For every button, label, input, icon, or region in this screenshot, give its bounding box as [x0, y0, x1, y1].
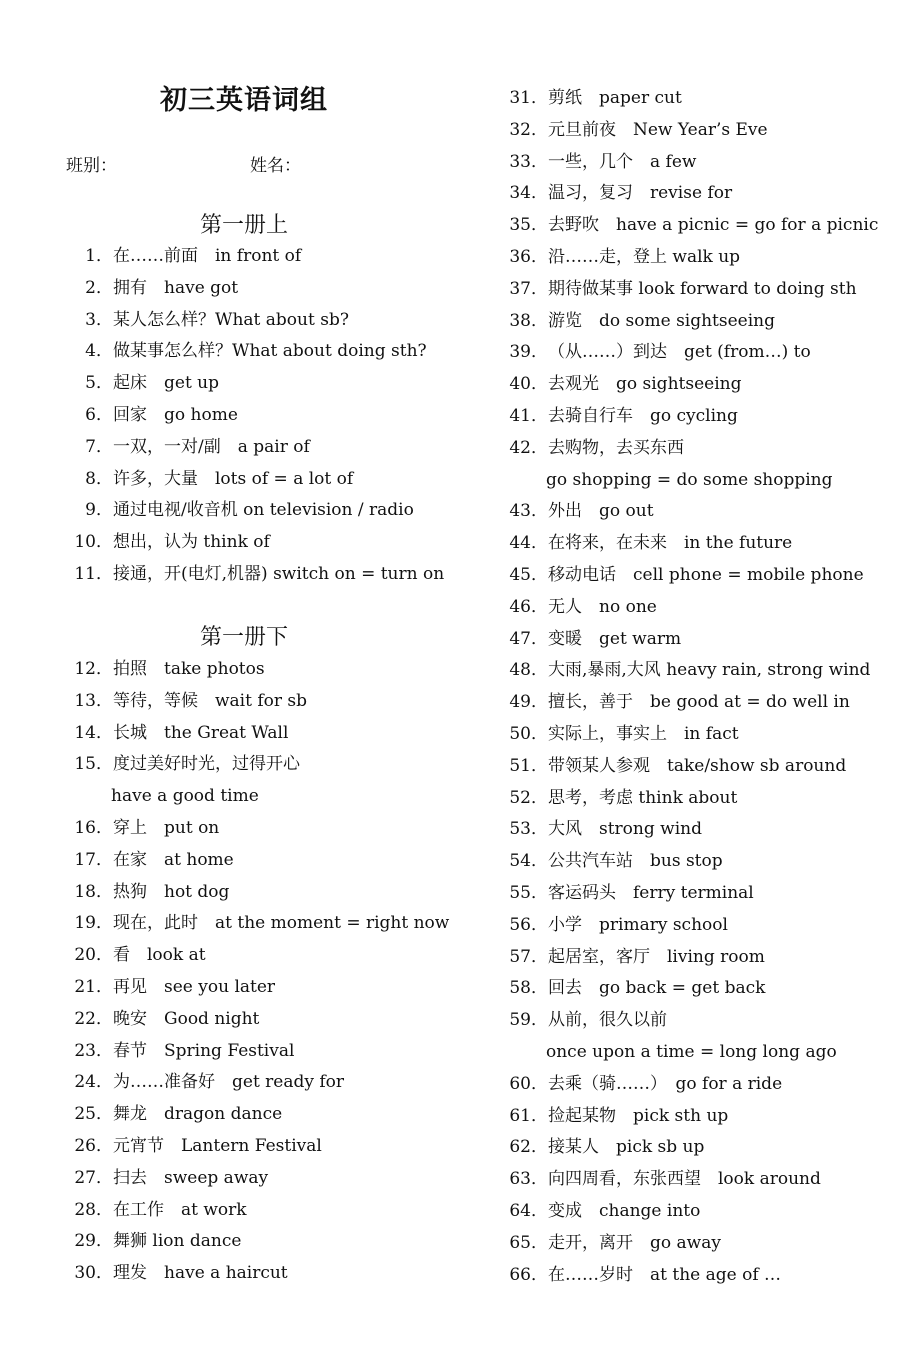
item-number: 33． [509, 151, 548, 172]
phrase-item [70, 495, 414, 527]
item-number: 13． [74, 690, 113, 711]
item-text: 长城 the Great Wall [113, 722, 289, 743]
item-number: 25． [74, 1104, 113, 1125]
phrase-item [505, 624, 681, 656]
item-number: 37． [509, 278, 548, 299]
item-number: 48． [509, 660, 548, 681]
phrase-item [505, 719, 739, 751]
phrase-item [70, 1258, 288, 1290]
item-number: 26． [74, 1136, 113, 1156]
item-number: 8． [85, 468, 113, 489]
item-text: 回家 go home [113, 405, 238, 425]
item-number: 35． [509, 215, 548, 236]
item-text: 沿……走，登上 walk up [548, 247, 741, 267]
item-text: 穿上 put on [113, 818, 220, 838]
item-number: 6． [85, 405, 113, 425]
phrase-item [70, 241, 301, 273]
item-text: 在家 at home [113, 849, 234, 870]
phrase-item [505, 751, 846, 783]
phrase-item [70, 908, 449, 940]
phrase-item [70, 1226, 241, 1258]
item-text: 向四周看，东张西望 look around [548, 1169, 821, 1190]
item-text: 去购物，去买东西 [548, 437, 684, 458]
phrase-item [70, 781, 259, 813]
phrase-item [505, 942, 765, 974]
item-number: 60． [509, 1073, 548, 1094]
item-text: 从前，很久以前 [548, 1010, 667, 1031]
phrase-item [505, 1228, 721, 1260]
item-text: 回去 go back = get back [548, 978, 766, 999]
item-number: 53． [509, 819, 548, 840]
phrase-item [505, 1101, 728, 1133]
phrase-item [505, 83, 682, 115]
item-text: 拍照 take photos [113, 659, 265, 679]
item-text: 移动电话 cell phone = mobile phone [548, 565, 864, 585]
item-number: 36． [509, 247, 548, 267]
item-number: 22． [74, 1008, 113, 1029]
item-number: 40． [509, 374, 548, 395]
item-text: 元旦前夜 New Year’s Eve [548, 119, 768, 140]
item-text: 去骑自行车 go cycling [548, 406, 738, 426]
item-text: 热狗 hot dog [113, 881, 230, 902]
page-title: 初三英语词组 [160, 85, 328, 116]
item-text: 无人 no one [548, 596, 657, 617]
phrase-item [505, 1164, 821, 1196]
item-number: 12． [74, 659, 113, 679]
item-text: 通过电视/收音机 on television / radio [113, 500, 414, 521]
item-text: 游览 do some sightseeing [548, 310, 776, 331]
item-text: 走开，离开 go away [548, 1232, 721, 1253]
item-number: 64． [509, 1201, 548, 1221]
phrase-item [505, 814, 702, 846]
item-number: 56． [509, 914, 548, 935]
phrase-item [70, 654, 265, 686]
phrase-item [505, 1196, 700, 1228]
item-text: 思考，考虑 think about [548, 787, 738, 808]
item-text: 起床 get up [113, 373, 220, 394]
phrase-item [70, 273, 238, 305]
item-text: 再见 see you later [113, 977, 276, 997]
item-text: 去乘（骑……） go for a ride [548, 1073, 783, 1094]
item-number: 41． [509, 406, 548, 426]
phrase-item [70, 400, 238, 432]
item-text: 起居室，客厅 living room [548, 946, 765, 967]
phrase-item [70, 813, 219, 845]
phrase-item [70, 972, 275, 1004]
item-text: 拥有 have got [113, 277, 239, 298]
item-text: 接某人 pick sb up [548, 1137, 705, 1158]
item-text: 擅长，善于 be good at = do well in [548, 692, 850, 713]
item-text: 做某事怎么样？What about doing sth? [113, 341, 427, 362]
item-number: 39． [509, 342, 548, 363]
phrase-item [70, 1195, 247, 1227]
item-number: 5． [85, 373, 113, 394]
phrase-item [505, 369, 741, 401]
item-text: 度过美好时光，过得开心 [113, 754, 300, 775]
phrase-item [505, 783, 737, 815]
item-number: 63． [509, 1169, 548, 1190]
item-number: 54． [509, 851, 548, 872]
item-text: 春节 Spring Festival [113, 1040, 295, 1061]
item-text: 在……前面 in front of [113, 246, 302, 266]
item-number: 52． [509, 787, 548, 808]
phrase-item [505, 496, 654, 528]
item-text: once upon a time = long long ago [546, 1042, 837, 1062]
item-text: 扫去 sweep away [113, 1167, 269, 1188]
item-number: 50． [509, 724, 548, 744]
phrase-item [505, 560, 864, 592]
phrase-item [70, 845, 234, 877]
phrase-item [70, 1131, 322, 1163]
item-number: 65． [509, 1232, 548, 1253]
phrase-item [505, 1005, 667, 1037]
phrase-item [70, 1036, 294, 1068]
item-text: （从……）到达 get (from…) to [548, 342, 811, 363]
section-heading-book1b: 第一册下 [199, 625, 288, 650]
item-number: 55． [509, 883, 548, 903]
item-text: 在将来，在未来 in the future [548, 533, 793, 554]
item-text: 现在，此时 at the moment = right now [113, 913, 450, 934]
phrase-item [70, 1004, 259, 1036]
item-text: 元宵节 Lantern Festival [113, 1136, 322, 1156]
item-text: have a good time [111, 786, 259, 807]
phrase-item [70, 718, 288, 750]
item-number: 30． [74, 1263, 113, 1284]
item-text: 去野吹 have a picnic = go for a picnic [548, 215, 879, 236]
item-number: 62． [509, 1137, 548, 1158]
phrase-item [505, 210, 878, 242]
item-number: 19． [74, 913, 113, 934]
phrase-item [505, 1037, 837, 1069]
item-number: 49． [509, 692, 548, 713]
item-text: 小学 primary school [548, 914, 728, 935]
phrase-item [70, 559, 444, 591]
item-number: 47． [509, 628, 548, 649]
item-text: 去观光 go sightseeing [548, 374, 742, 395]
phrase-item [505, 1069, 782, 1101]
item-text: 许多，大量 lots of = a lot of [113, 468, 354, 489]
item-number: 57． [509, 946, 548, 967]
item-text: 大风 strong wind [548, 819, 702, 840]
phrase-item [70, 749, 300, 781]
section-heading-book1a: 第一册上 [199, 213, 288, 238]
item-text: 温习，复习 revise for [548, 183, 733, 204]
item-number: 45． [509, 565, 548, 585]
phrase-item [505, 592, 657, 624]
phrase-item [505, 433, 684, 465]
item-text: 晚安 Good night [113, 1008, 260, 1029]
item-text: 想出，认为 think of [113, 532, 270, 553]
phrase-item [70, 336, 427, 368]
item-text: 外出 go out [548, 501, 654, 522]
item-text: 实际上，事实上 in fact [548, 724, 739, 744]
item-number: 34． [509, 183, 548, 204]
item-number: 20． [74, 945, 113, 966]
item-text: 捡起某物 pick sth up [548, 1105, 729, 1126]
item-text: 为……准备好 get ready for [113, 1072, 345, 1093]
item-text: 舞狮 lion dance [113, 1231, 242, 1252]
phrase-item [70, 1067, 344, 1099]
phrase-item [70, 1099, 282, 1131]
phrase-item [505, 1260, 781, 1292]
item-text: 一双，一对/副 a pair of [113, 436, 310, 457]
item-text: 客运码头 ferry terminal [548, 883, 754, 903]
item-number: 51． [509, 755, 548, 776]
item-number: 11． [74, 564, 113, 584]
item-number: 15． [74, 754, 113, 775]
item-number: 58． [509, 978, 548, 999]
item-number: 23． [74, 1040, 113, 1061]
phrase-item [505, 655, 870, 687]
phrase-item [505, 242, 740, 274]
item-number: 9． [85, 500, 113, 521]
item-text: 期待做某事 look forward to doing sth [548, 278, 857, 299]
phrase-item [70, 877, 229, 909]
item-text: 带领某人参观 take/show sb around [548, 755, 847, 776]
phrase-item [70, 464, 353, 496]
phrase-item [505, 147, 696, 179]
phrase-item [505, 1132, 704, 1164]
phrase-item [505, 337, 811, 369]
item-number: 44． [509, 533, 548, 554]
item-number: 29． [74, 1231, 113, 1252]
phrase-item [505, 687, 850, 719]
phrase-item [505, 528, 792, 560]
item-text: 看 look at [113, 945, 206, 966]
item-text: 公共汽车站 bus stop [548, 851, 723, 872]
phrase-item [70, 432, 310, 464]
item-number: 42． [509, 437, 548, 458]
item-number: 1． [85, 246, 113, 266]
phrase-item [70, 940, 206, 972]
item-number: 24． [74, 1072, 113, 1093]
item-number: 4． [85, 341, 113, 362]
phrase-item [505, 274, 857, 306]
phrase-item [505, 846, 723, 878]
phrase-item [70, 1163, 268, 1195]
item-text: 等待，等候 wait for sb [113, 690, 308, 711]
item-number: 46． [509, 596, 548, 617]
item-text: 舞龙 dragon dance [113, 1104, 283, 1125]
phrase-item [70, 686, 307, 718]
item-text: 剪纸 paper cut [548, 88, 682, 108]
item-number: 21． [74, 977, 113, 997]
item-number: 16． [74, 818, 113, 838]
item-number: 61． [509, 1105, 548, 1126]
item-number: 66． [509, 1264, 548, 1285]
item-number: 17． [74, 849, 113, 870]
item-text: 在……岁时 at the age of … [548, 1264, 782, 1285]
item-number: 18． [74, 881, 113, 902]
item-number: 27． [74, 1167, 113, 1188]
item-number: 59． [509, 1010, 548, 1031]
item-text: 理发 have a haircut [113, 1263, 288, 1284]
item-text: 变暖 get warm [548, 628, 682, 649]
item-number: 31． [509, 88, 548, 108]
item-text: 变成 change into [548, 1201, 701, 1221]
item-number: 3． [85, 309, 113, 330]
phrase-item [505, 910, 728, 942]
item-number: 38． [509, 310, 548, 331]
phrase-item [70, 368, 219, 400]
class-label: 班别： [66, 156, 117, 176]
phrase-item [70, 527, 270, 559]
name-label: 姓名： [250, 156, 301, 176]
phrase-item [505, 878, 754, 910]
item-text: go shopping = do some shopping [546, 469, 833, 490]
item-text: 在工作 at work [113, 1199, 247, 1220]
item-number: 14． [74, 722, 113, 743]
item-number: 28． [74, 1199, 113, 1220]
phrase-item [505, 115, 768, 147]
phrase-item [505, 973, 765, 1005]
item-number: 7． [85, 436, 113, 457]
phrase-item [505, 401, 738, 433]
phrase-item [505, 306, 775, 338]
phrase-item [70, 305, 349, 337]
item-text: 大雨,暴雨,大风 heavy rain, strong wind [548, 660, 871, 681]
item-text: 接通，开(电灯,机器) switch on = turn on [113, 564, 445, 584]
item-number: 43． [509, 501, 548, 522]
item-number: 2． [85, 277, 113, 298]
item-number: 10． [74, 532, 113, 553]
item-text: 某人怎么样？What about sb? [113, 309, 349, 330]
phrase-item [505, 178, 732, 210]
item-number: 32． [509, 119, 548, 140]
phrase-item [505, 465, 833, 497]
item-text: 一些，几个 a few [548, 151, 697, 172]
